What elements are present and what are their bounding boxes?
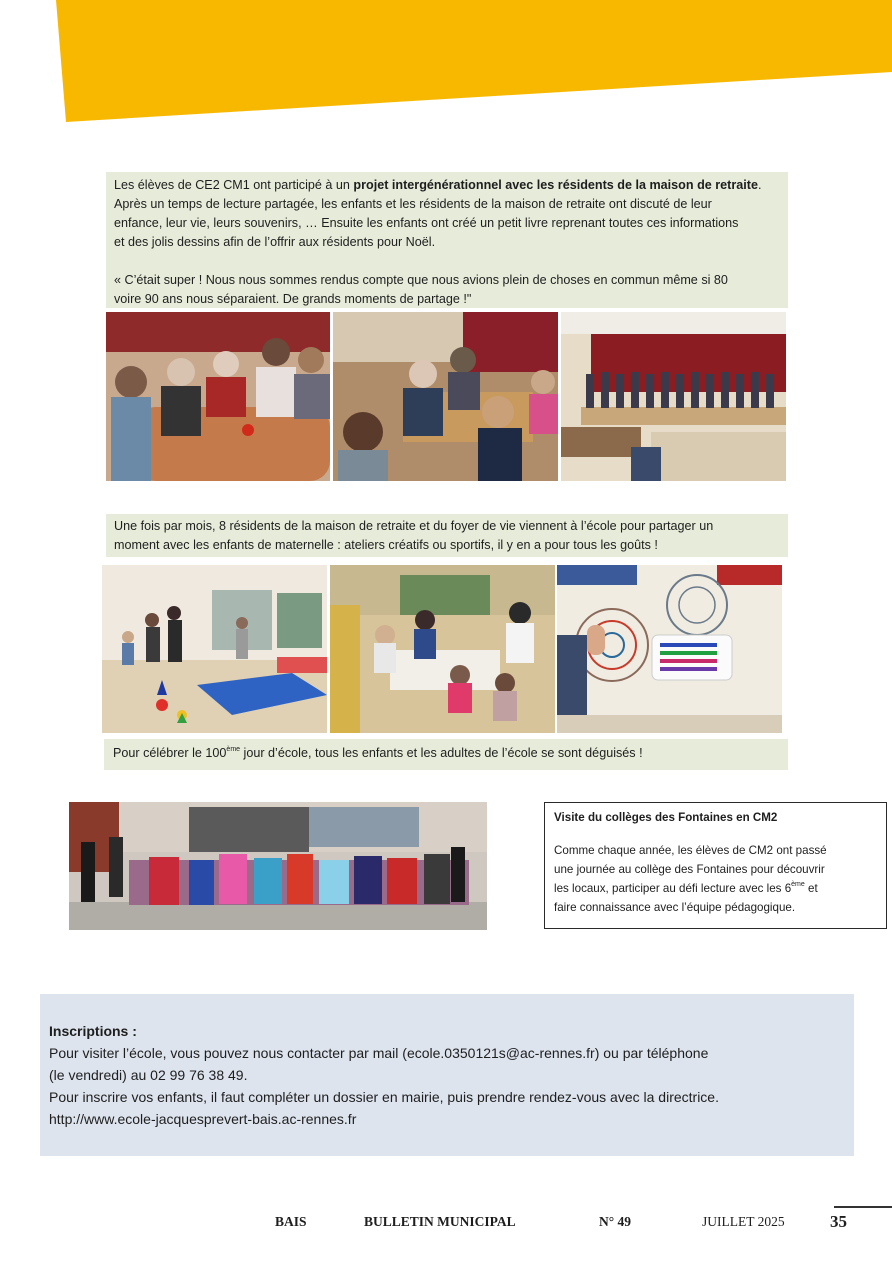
inscriptions-line-3: Pour inscrire vos enfants, il faut compléter un dossier en mairie, puis prendre rendez-vous avec la directrice. — [49, 1089, 719, 1105]
footer-date: JUILLET 2025 — [702, 1214, 785, 1229]
college-visit-title: Visite du collèges des Fontaines en CM2 — [554, 811, 778, 824]
footer-town: BAIS — [275, 1214, 307, 1229]
college-visit-box — [544, 802, 887, 929]
photo-residents-at-tables — [333, 312, 558, 481]
page-footer — [0, 1214, 892, 1238]
hundredth-day-text: Pour célébrer le 100ème jour d’école, tous les enfants et les adultes de l’école se sont déguisés ! — [113, 746, 643, 760]
footer-page-number: 35 — [830, 1212, 847, 1231]
inscriptions-box — [40, 994, 854, 1156]
photo-children-on-stage — [561, 312, 786, 481]
intergen-line-2: Après un temps de lecture partagée, les enfants et les résidents de la maison de retraite ont discuté de leur — [114, 197, 712, 211]
header-banner — [0, 0, 892, 130]
college-visit-line-2: une journée au collège des Fontaines pour découvrir — [554, 863, 825, 876]
school-website-link[interactable]: http://www.ecole-jacquesprevert-bais.ac-rennes.fr — [49, 1111, 357, 1127]
photo-mandala-drawing — [557, 565, 782, 733]
intergenerational-text-box — [106, 172, 788, 308]
photo-classroom-workshop — [330, 565, 555, 733]
intergen-line-4: et des jolis dessins afin de l’offrir aux résidents pour Noël. — [114, 235, 436, 249]
photo-gym-activities — [102, 565, 327, 733]
monthly-line-2: moment avec les enfants de maternelle : ateliers créatifs ou sportifs, il y en a pour tous les goûts ! — [114, 538, 658, 552]
photo-costume-day-group — [69, 802, 487, 930]
college-visit-line-3: les locaux, participer au défi lecture avec les 6ème et — [554, 881, 818, 895]
monthly-line-1: Une fois par mois, 8 résidents de la maison de retraite et du foyer de vie viennent à l’école pour partager un — [114, 519, 714, 533]
intergen-line-1: Les élèves de CE2 CM1 ont participé à un projet intergénérationnel avec les résidents de la maison de retraite. — [114, 178, 762, 192]
photo-reading-with-residents — [106, 312, 330, 481]
college-visit-line-1: Comme chaque année, les élèves de CM2 ont passé — [554, 844, 827, 857]
footer-bulletin-title: BULLETIN MUNICIPAL — [364, 1214, 516, 1229]
hundredth-day-text-box — [104, 739, 788, 770]
inscriptions-line-2: (le vendredi) au 02 99 76 38 49. — [49, 1067, 248, 1083]
college-visit-line-4: faire connaissance avec l’équipe pédagogique. — [554, 901, 796, 914]
monthly-visit-text-box — [106, 514, 788, 557]
inscriptions-title: Inscriptions : — [49, 1023, 137, 1039]
inscriptions-line-1: Pour visiter l’école, vous pouvez nous contacter par mail (ecole.0350121s@ac-rennes.fr) ou par téléphone — [49, 1045, 709, 1061]
quote-line-2: voire 90 ans nous séparaient. De grands moments de partage !" — [114, 292, 472, 306]
footer-rule — [834, 1206, 892, 1208]
quote-line-1: « C’était super ! Nous nous sommes rendus compte que nous avions plein de choses en commun même si 80 — [114, 273, 728, 287]
footer-issue-number: N° 49 — [599, 1214, 632, 1229]
intergen-line-3: enfance, leur vie, leurs souvenirs, … Ensuite les enfants ont créé un petit livre reprenant toutes ces informations — [114, 216, 739, 230]
